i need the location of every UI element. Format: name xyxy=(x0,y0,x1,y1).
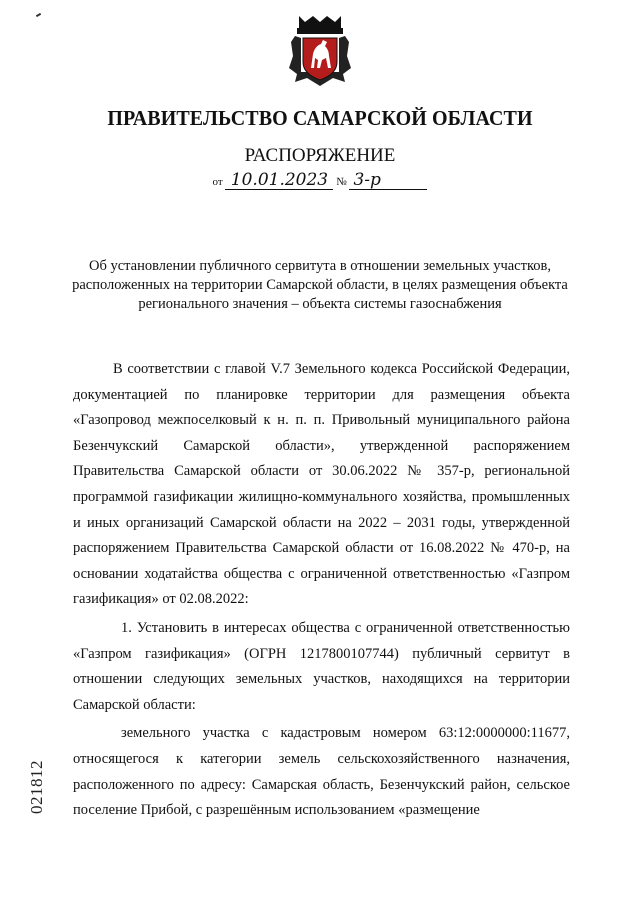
document-type: РАСПОРЯЖЕНИЕ xyxy=(244,145,396,166)
side-stamp-number xyxy=(22,742,52,832)
paragraph-preamble: В соответствии с главой V.7 Земельного кодекса Российской Федерации, документацией по планировке территории для размещения объекта «Газопровод межпоселковый к н. п. п. Привольный муниципального района Безенчукский Самарской области», утвержденной распоряжением Правительства Самарской области от 30.06.2022 № 357-р, региональной программой газификации жилищно-коммунального хозяйства, промышленных и иных организаций Самарской области на 2022 – 2031 годы, утвержденной распоряжением Правительства Самарской области от 16.08.2022 № 470-р, на основании ходатайства общества с ограниченной ответственностью «Газпром газификация» от 02.08.2022: xyxy=(73,361,570,608)
samara-coat-of-arms-emblem xyxy=(289,12,351,88)
scan-mark xyxy=(36,13,41,17)
date-label: от xyxy=(212,176,223,188)
number-label: № xyxy=(336,176,347,188)
paragraph-land-plot: земельного участка с кадастровым номером 63:12:0000000:11677, относящегося к категории земель сельскохозяйственного назначения, расположенного по адресу: Самарская область, Безенчукский район, сельское поселение Прибой, с разрешённым использованием «размещение xyxy=(73,725,570,819)
date-value: 10.01.2023 xyxy=(225,172,333,190)
organization-title: ПРАВИТЕЛЬСТВО САМАРСКОЙ ОБЛАСТИ xyxy=(107,106,533,130)
document-body xyxy=(73,357,570,824)
date-number-line xyxy=(0,172,640,190)
side-stamp-text: 021812 xyxy=(27,760,46,814)
paragraph-item-1: 1. Установить в интересах общества с ограниченной ответственностью «Газпром газификация» (ОГРН 1217800107744) публичный сервитут в отношении следующих земельных участков, находящихся на территории Самарской области: xyxy=(73,619,570,713)
document-subject: Об установлении публичного сервитута в отношении земельных участков, расположенных на территории Самарской области, в целях размещения объекта регионального значения – объекта системы газоснабжения xyxy=(72,258,568,312)
number-value: 3-р xyxy=(349,172,427,190)
